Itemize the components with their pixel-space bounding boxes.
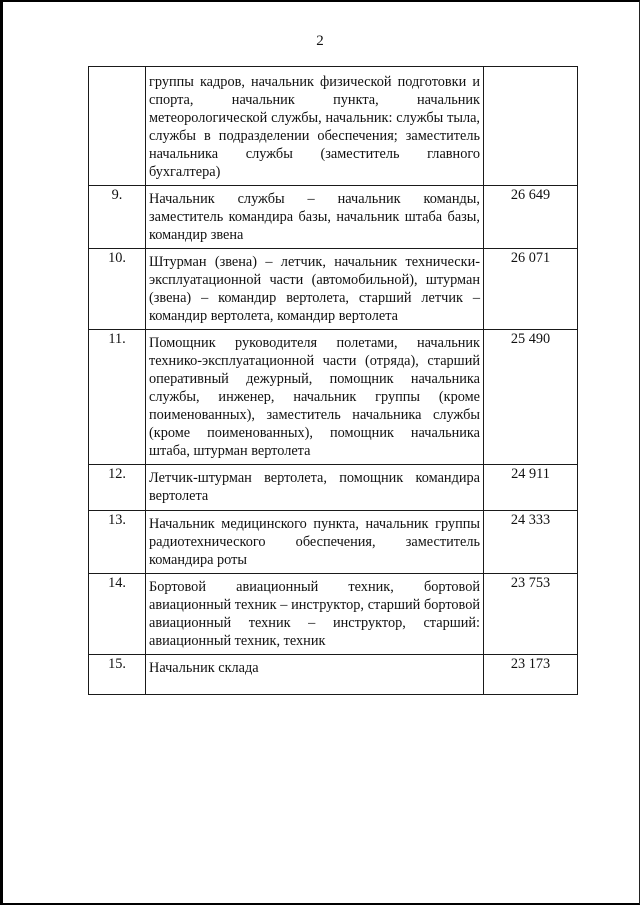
row-number: 9.	[89, 186, 146, 249]
salary-amount: 26 071	[484, 249, 578, 330]
row-number: 14.	[89, 574, 146, 655]
salary-amount: 23 753	[484, 574, 578, 655]
table-row	[89, 574, 578, 655]
position-text: Начальник службы – начальник команды, заместитель командира базы, начальник штаба базы, командир звена	[149, 191, 480, 243]
row-number	[89, 67, 146, 186]
salary-amount: 24 911	[484, 465, 578, 511]
position-text: Помощник руководителя полетами, начальник технико-эксплуатационной части (отряда), старший оперативный дежурный, помощник начальника службы, инженер, начальник группы (кроме поименованных), заместитель начальника службы (кроме поименованных), помощник начальника штаба, штурман вертолета	[149, 335, 480, 459]
row-number: 15.	[89, 655, 146, 695]
position-text: группы кадров, начальник физической подготовки и спорта, начальник пункта, начальник метеорологической службы, начальник: службы тыла, службы в подразделении обеспечения; заместитель начальника службы (заместитель главного бухгалтера)	[149, 74, 480, 180]
salary-amount: 25 490	[484, 330, 578, 465]
position-text: Штурман (звена) – летчик, начальник технически-эксплуатационной части (автомобильной), штурман (звена) – командир вертолета, старший летчик – командир вертолета, командир вертолета	[149, 254, 480, 324]
salary-amount: 23 173	[484, 655, 578, 695]
salary-amount	[484, 67, 578, 186]
table-row	[89, 67, 578, 186]
page-number: 2	[316, 33, 324, 49]
position-text: Начальник склада	[149, 660, 259, 676]
position-text: Летчик-штурман вертолета, помощник командира вертолета	[149, 470, 480, 504]
salary-table	[88, 66, 578, 695]
row-number: 10.	[89, 249, 146, 330]
table-row	[89, 186, 578, 249]
salary-amount: 26 649	[484, 186, 578, 249]
position-text: Бортовой авиационный техник, бортовой авиационный техник – инструктор, старший бортовой авиационный техник – инструктор, старший: авиационный техник, техник	[149, 579, 480, 649]
row-number: 12.	[89, 465, 146, 511]
salary-amount: 24 333	[484, 511, 578, 574]
table-row	[89, 655, 578, 695]
table-row	[89, 330, 578, 465]
table-row	[89, 249, 578, 330]
position-text: Начальник медицинского пункта, начальник группы радиотехнического обеспечения, заместитель командира роты	[149, 516, 480, 568]
row-number: 13.	[89, 511, 146, 574]
row-number: 11.	[89, 330, 146, 465]
table-row	[89, 511, 578, 574]
table-row	[89, 465, 578, 511]
